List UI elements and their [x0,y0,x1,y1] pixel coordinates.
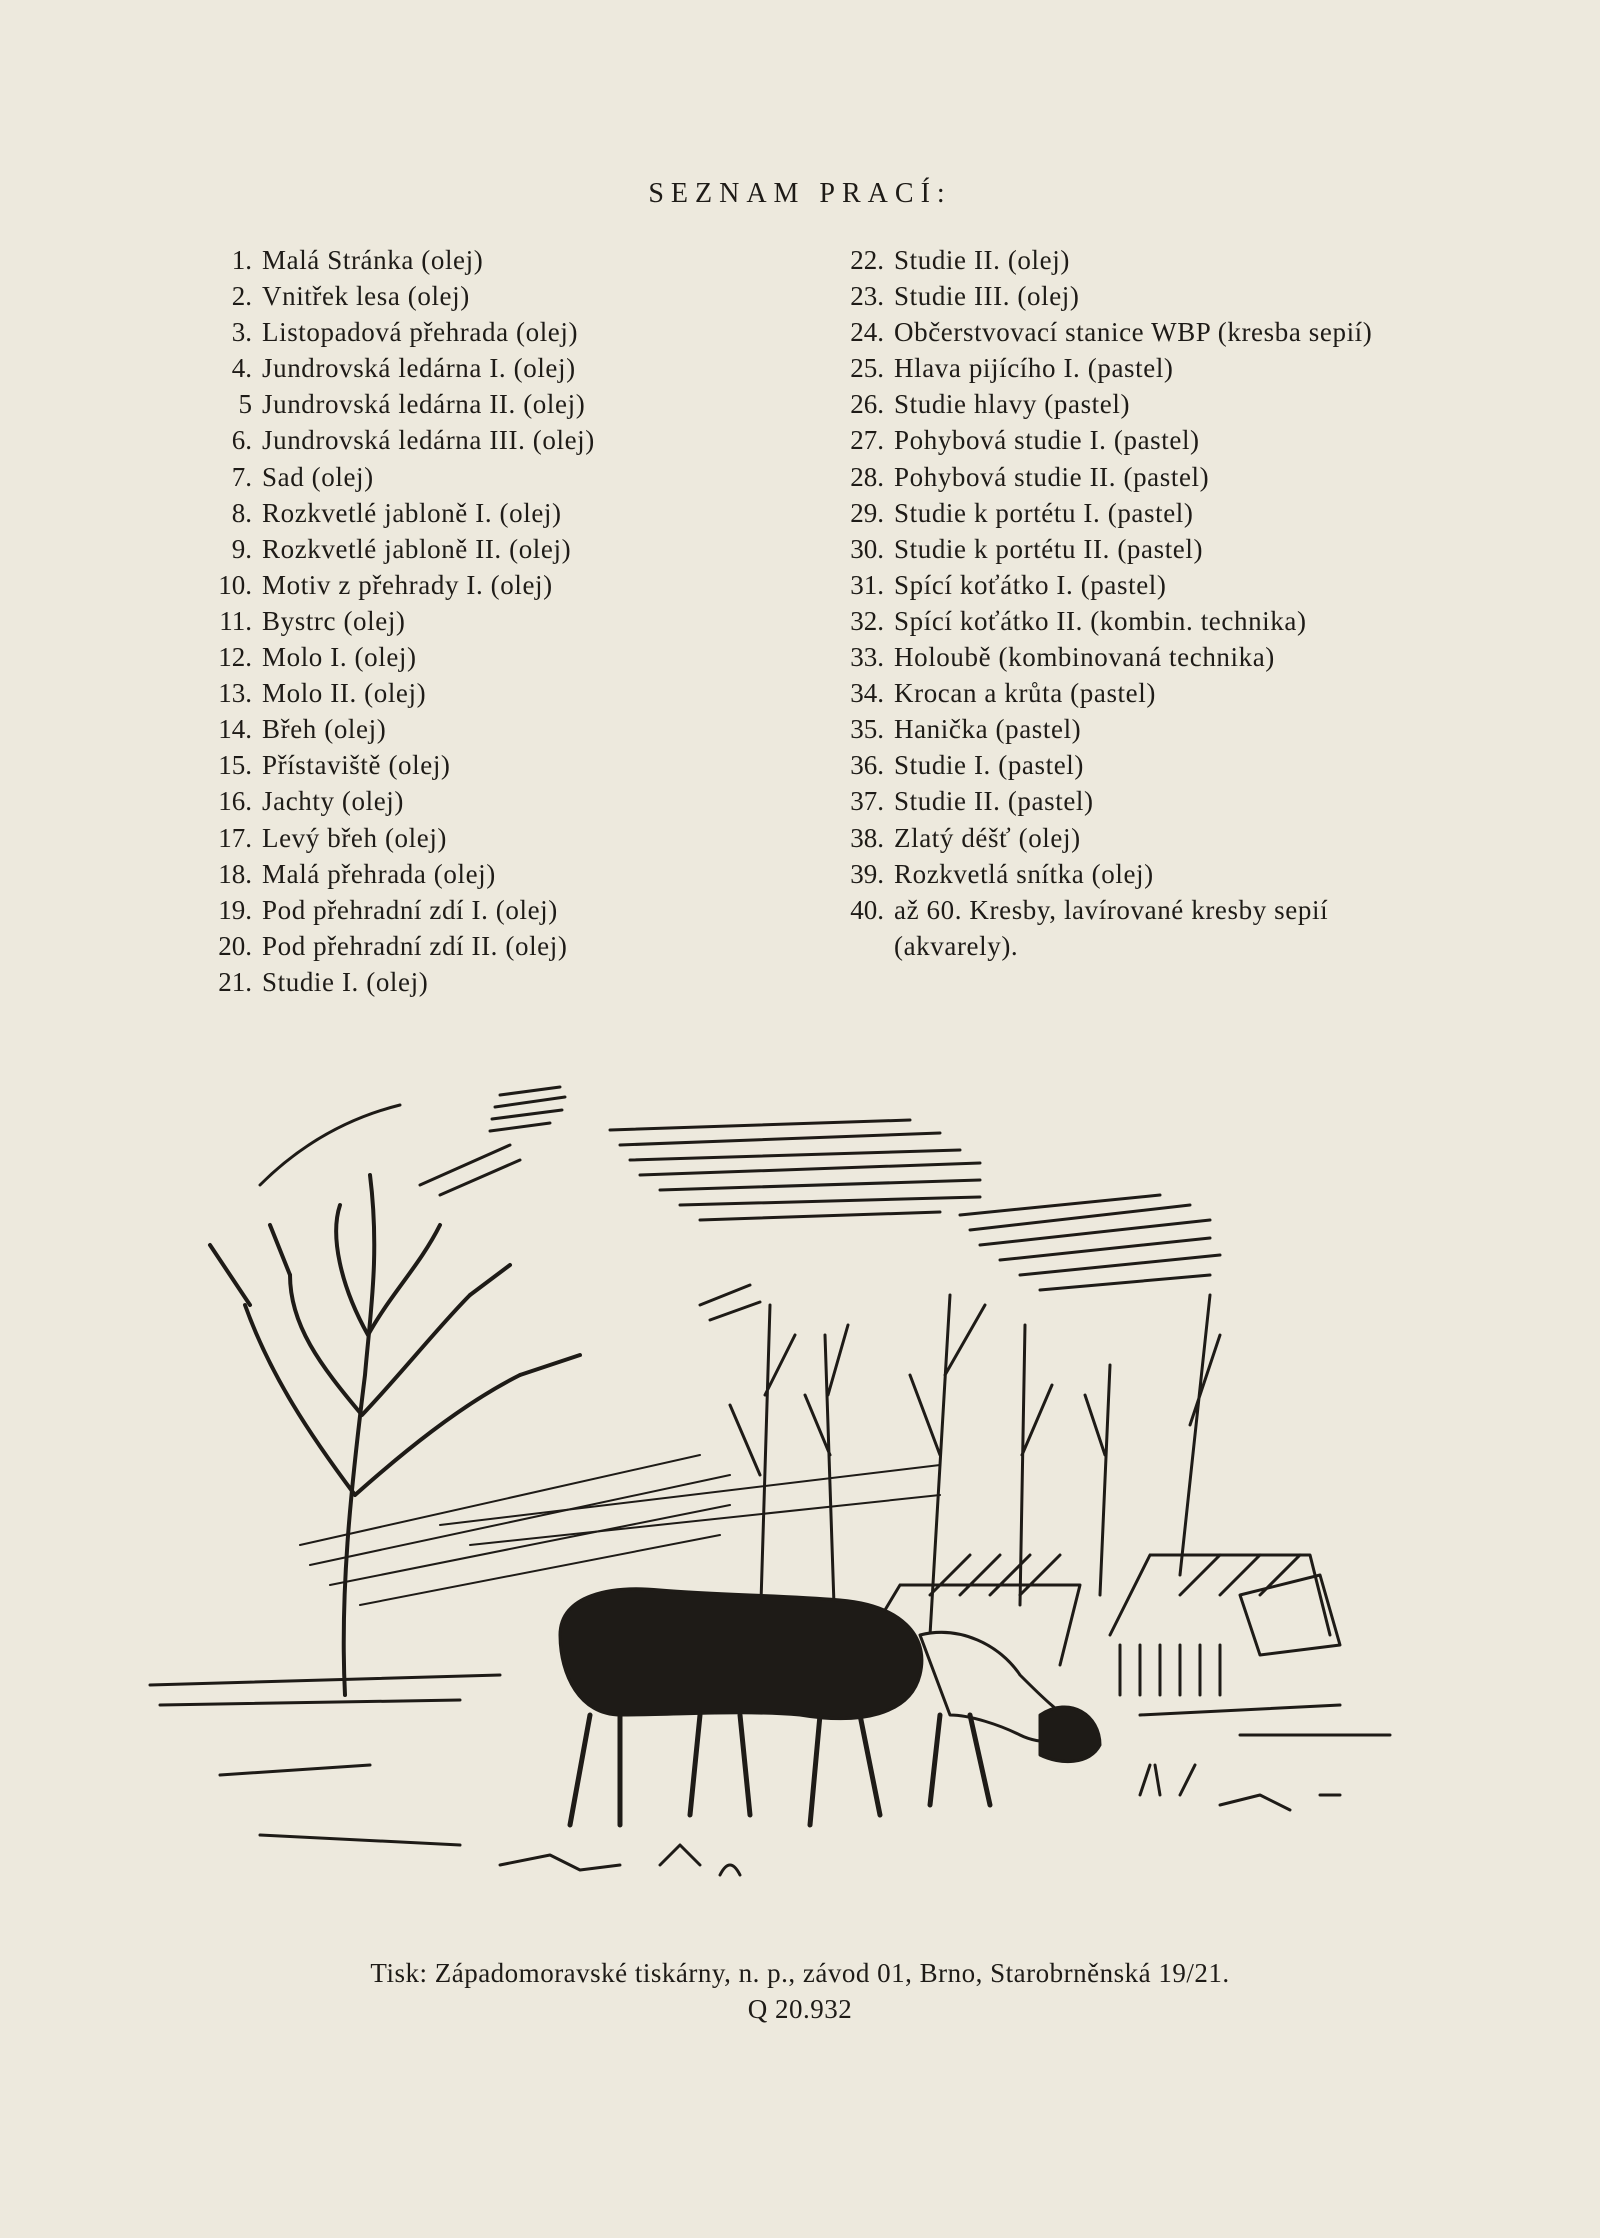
list-item [818,350,1438,386]
list-item [180,820,780,856]
list-item [180,639,780,675]
list-item [818,278,1438,314]
list-item [818,531,1438,567]
list-item [180,495,780,531]
list-item [818,422,1438,458]
list-item [818,675,1438,711]
item-title: Studie I. (olej) [262,966,429,997]
item-number: 38. [850,822,884,853]
list-item [818,459,1438,495]
list-item [180,783,780,819]
item-number: 8. [231,497,252,528]
item-title: Molo II. (olej) [262,678,427,709]
item-number: 20. [218,930,252,961]
item-number: 32. [850,605,884,636]
item-number: 22. [850,245,884,275]
item-title: Levý břeh (olej) [262,822,448,853]
item-number: 19. [218,894,252,925]
item-number: 40. [850,894,884,925]
item-number: 12. [218,642,252,673]
item-title: Rozkvetlá snítka (olej) [894,858,1154,889]
item-title: Malá Stránka (olej) [262,245,484,275]
print-colophon [0,1955,1600,2027]
item-title: Sad (olej) [262,461,374,492]
list-item [180,242,780,278]
list-item [180,964,780,1000]
item-title: Jachty (olej) [262,786,404,817]
list-item [818,711,1438,747]
list-item [818,242,1438,278]
item-title: Pod přehradní zdí I. (olej) [262,894,558,925]
item-title: Listopadová přehrada (olej) [262,317,579,348]
item-number: 6. [231,425,252,456]
item-title: Studie hlavy (pastel) [894,389,1131,420]
list-item [180,892,780,928]
item-title: Občerstvovací stanice WBP (kresba sepií) [894,317,1373,348]
list-item [818,386,1438,422]
item-title: Jundrovská ledárna III. (olej) [262,425,595,456]
item-number: 2. [231,281,252,312]
item-title: Molo I. (olej) [262,642,417,673]
item-number: 11. [219,605,252,636]
list-item [180,422,780,458]
list-item [818,567,1438,603]
item-number: 3. [231,317,252,348]
item-title: Studie k portétu II. (pastel) [894,533,1204,564]
cows [560,1589,1100,1762]
item-number: 18. [218,858,252,889]
works-list-left [180,242,780,1000]
list-item [180,531,780,567]
item-number: 26. [850,389,884,420]
item-title: Rozkvetlé jabloně I. (olej) [262,497,562,528]
item-title: Hlava pijícího I. (pastel) [894,353,1174,384]
item-number: 23. [850,281,884,312]
printer-line: Tisk: Západomoravské tiskárny, n. p., závod 01, Brno, Starobrněnská 19/21. [370,1958,1230,1988]
list-item [818,747,1438,783]
item-number: 24. [850,317,884,348]
item-number: 15. [218,750,252,781]
page-title: SEZNAM PRACÍ: [648,178,952,209]
item-title: Pohybová studie I. (pastel) [894,425,1200,456]
item-title: Studie I. (pastel) [894,750,1085,781]
item-title: Krocan a krůta (pastel) [894,678,1156,709]
item-number: 29. [850,497,884,528]
item-number: 10. [218,569,252,600]
list-item [180,747,780,783]
item-title: Holoubě (kombinovaná technika) [894,642,1275,673]
item-number: 30. [850,533,884,564]
item-title: Přístaviště (olej) [262,750,451,781]
list-item [818,856,1438,892]
item-number: 25. [850,353,884,384]
item-number: 31. [850,569,884,600]
item-title: Jundrovská ledárna II. (olej) [262,389,586,420]
item-number: 17. [218,822,252,853]
list-item [180,856,780,892]
item-title: až 60. Kresby, lavírované kresby sepií (akvarely). [894,894,1329,961]
item-number: 36. [850,750,884,781]
item-title: Pohybová studie II. (pastel) [894,461,1210,492]
item-number: 37. [850,786,884,817]
field-lines [300,1455,940,1605]
list-item [818,783,1438,819]
list-item [180,350,780,386]
catalog-code: Q 20.932 [747,1994,853,2024]
list-item [818,820,1438,856]
item-number: 16. [218,786,252,817]
item-number: 14. [218,714,252,745]
item-title: Břeh (olej) [262,714,387,745]
item-title: Spící koťátko II. (kombin. technika) [894,605,1307,636]
item-number: 1. [231,245,252,275]
list-item [180,314,780,350]
tree [210,1175,580,1695]
list-item [180,711,780,747]
item-title: Rozkvetlé jabloně II. (olej) [262,533,572,564]
item-number: 28. [850,461,884,492]
item-number: 27. [850,425,884,456]
item-number: 34. [850,678,884,709]
item-number: 13. [218,678,252,709]
works-list-right [818,242,1438,964]
item-title: Hanička (pastel) [894,714,1082,745]
item-title: Studie II. (olej) [894,245,1070,275]
item-title: Pod přehradní zdí II. (olej) [262,930,568,961]
item-title: Motiv z přehrady I. (olej) [262,569,553,600]
item-title: Vnitřek lesa (olej) [262,281,470,312]
item-number: 39. [850,858,884,889]
cow-legs [570,1715,990,1825]
item-number: 33. [850,642,884,673]
sky-hatching [260,1087,1220,1320]
list-item [180,567,780,603]
list-item [180,675,780,711]
item-title: Studie II. (pastel) [894,786,1094,817]
item-number: 4. [231,353,252,384]
item-title: Jundrovská ledárna I. (olej) [262,353,576,384]
list-item [180,386,780,422]
item-number: 7. [231,461,252,492]
list-item [818,495,1438,531]
item-title: Bystrc (olej) [262,605,406,636]
item-title: Spící koťátko I. (pastel) [894,569,1167,600]
item-title: Studie k portétu I. (pastel) [894,497,1194,528]
list-item [818,603,1438,639]
landscape-drawing [140,1075,1440,1905]
list-item [818,639,1438,675]
item-title: Studie III. (olej) [894,281,1080,312]
item-number: 9. [231,533,252,564]
list-item [818,892,1438,964]
list-item [180,603,780,639]
item-number: 35. [850,714,884,745]
list-item [180,278,780,314]
list-item [180,928,780,964]
item-number: 21. [218,966,252,997]
item-number: 5 [238,389,252,420]
item-title: Malá přehrada (olej) [262,858,496,889]
item-title: Zlatý déšť (olej) [894,822,1081,853]
list-item [180,459,780,495]
list-item [818,314,1438,350]
